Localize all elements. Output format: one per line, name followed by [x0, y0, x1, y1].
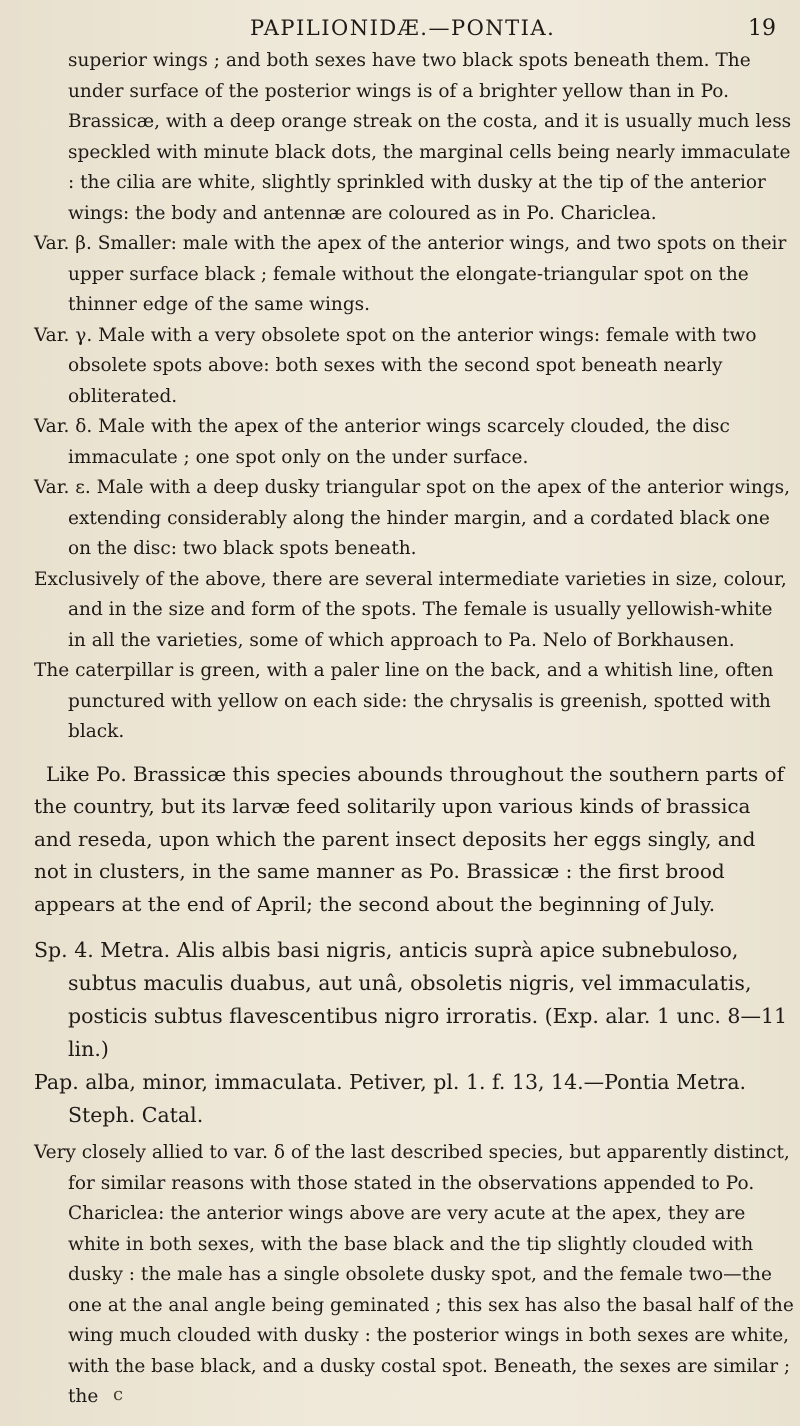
paragraph-synonymy: Pap. alba, minor, immaculata. Petiver, pl. 1. f. 13, 14.—Pontia Metra. Steph. Catal.	[34, 1070, 747, 1127]
running-head	[0, 16, 800, 46]
paragraph-description-continued: superior wings ; and both sexes have two black spots beneath them. The under surface of the posterior wings is of a brighter yellow than in Po. Brassicæ, with a deep orange streak on the costa, and it is usually much less speckled with minute black dots, the marginal cells being nearly immaculate : the cilia are white, slightly sprinkled with dusky at the tip of the anterior wings: the body and antennæ are coloured as in Po. Chariclea.	[68, 50, 792, 224]
running-head-title: PAPILIONIDÆ.—PONTIA.	[250, 16, 556, 40]
paragraph-caterpillar: The caterpillar is green, with a paler line on the back, and a whitish line, often punctured with yellow on each side: the chrysalis is greenish, spotted with black.	[34, 660, 774, 742]
paragraph-habitat: Like Po. Brassicæ this species abounds throughout the southern parts of the country, but its larvæ feed solitarily upon various kinds of brassica and reseda, upon which the parent insect deposits her eggs singly, and not in clusters, in the same manner as Po. Brassicæ : the first brood appears at the end of April; the second about the beginning of July.	[34, 761, 784, 916]
paragraph-var-beta: Var. β. Smaller: male with the apex of the anterior wings, and two spots on their upper surface black ; female without the elongate-triangular spot on the thinner edge of the same wings.	[34, 233, 787, 315]
page-text	[34, 46, 794, 1413]
signature-mark: c	[113, 1384, 124, 1405]
page-number: 19	[748, 16, 776, 41]
paragraph-species-4-metra: Sp. 4. Metra. Alis albis basi nigris, anticis suprà apice subnebuloso, subtus maculis duabus, aut unâ, obsoletis nigris, vel immaculatis, posticis subtus flavescentibus nigro irroratis. (Exp. alar. 1 unc. 8—11 lin.)	[34, 938, 788, 1061]
paragraph-metra-description: Very closely allied to var. δ of the last described species, but apparently distinct, for similar reasons with those stated in the observations appended to Po. Chariclea: the anterior wings above are very acute at the apex, they are white in both sexes, with the base black and the tip slightly clouded with dusky : the male has a single obsolete dusky spot, and the female two—the one at the anal angle being geminated ; this sex has also the basal half of the wing much clouded with dusky : the posterior wings in both sexes are white, with the base black, and a dusky costal spot. Beneath, the sexes are similar ; the	[34, 1142, 794, 1407]
paragraph-var-epsilon: Var. ε. Male with a deep dusky triangular spot on the apex of the anterior wings, extending considerably along the hinder margin, and a cordated black one on the disc: two black spots beneath.	[34, 477, 790, 559]
paragraph-var-gamma: Var. γ. Male with a very obsolete spot on the anterior wings: female with two obsolete spots above: both sexes with the second spot beneath nearly obliterated.	[34, 324, 757, 407]
paragraph-var-delta: Var. δ. Male with the apex of the anterior wings scarcely clouded, the disc immaculate ; one spot only on the under surface.	[34, 416, 730, 468]
paragraph-intermediate-varieties: Exclusively of the above, there are several intermediate varieties in size, colour, and in the size and form of the spots. The female is usually yellowish-white in all the varieties, some of which approach to Pa. Nelo of Borkhausen.	[34, 568, 787, 651]
